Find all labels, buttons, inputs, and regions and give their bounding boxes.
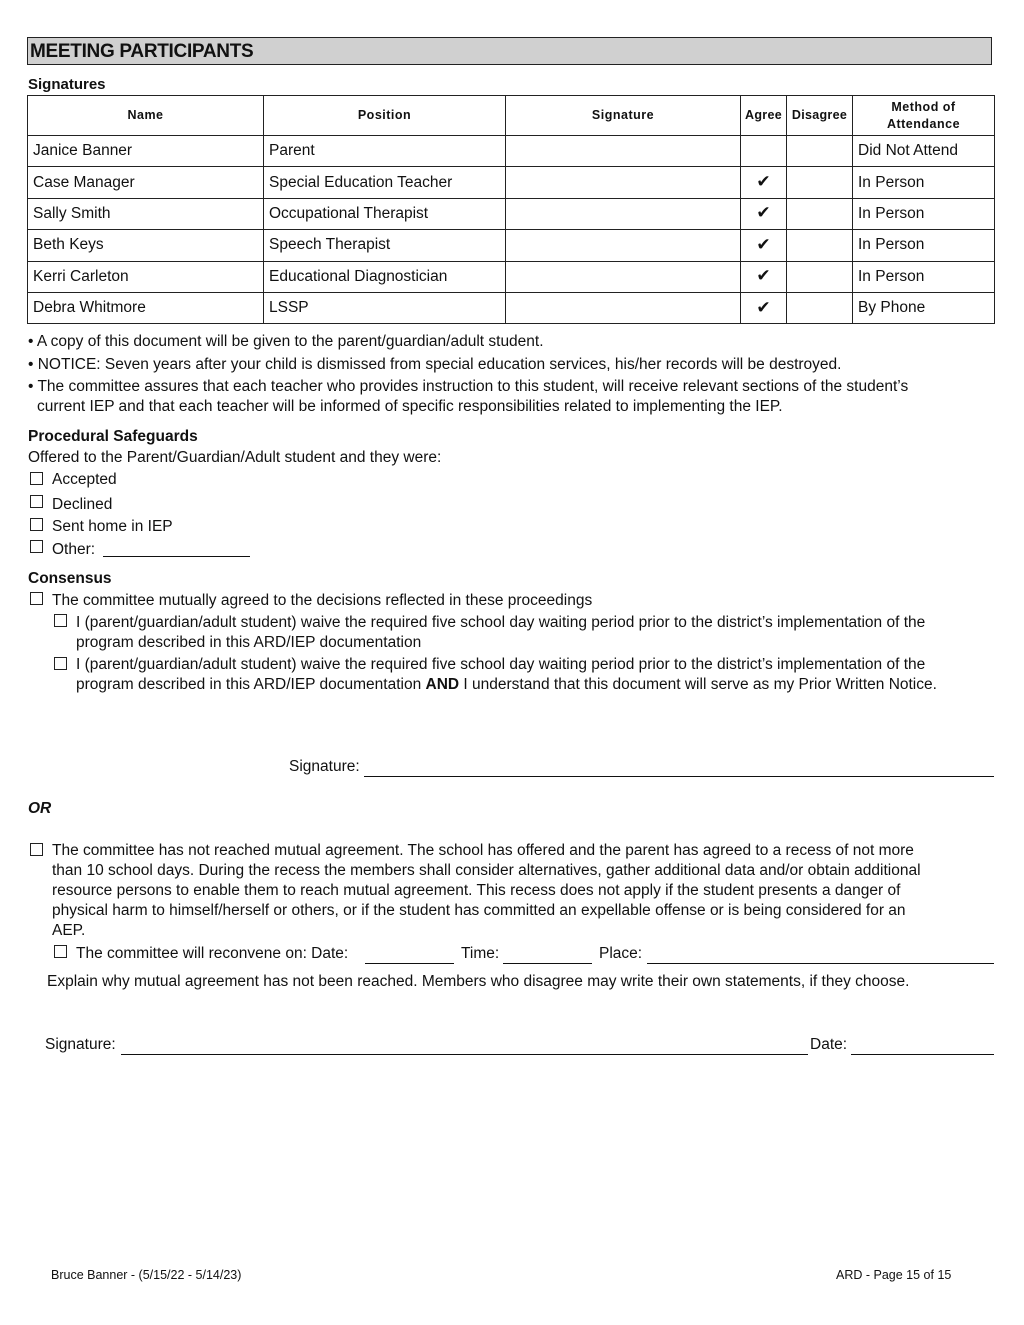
check-icon: ✔	[756, 266, 771, 286]
participant-agree[interactable]	[741, 198, 787, 229]
reconvene-date-line[interactable]	[365, 963, 454, 964]
table-row	[28, 136, 995, 167]
waive2-line2-pre: program described in this ARD/IEP documentation	[76, 676, 426, 693]
participant-name: Sally Smith	[28, 198, 264, 229]
participant-position: Occupational Therapist	[264, 198, 506, 229]
col-header-signature: Signature	[506, 96, 741, 136]
participant-signature[interactable]	[506, 167, 741, 198]
table-row	[28, 167, 995, 198]
participants-table	[27, 95, 995, 324]
consensus-signature-label: Signature:	[289, 758, 360, 775]
participant-position: Speech Therapist	[264, 230, 506, 261]
no-agreement-line2: than 10 school days. During the recess the members shall consider alternatives, gather additional data and/or obtain additional	[52, 862, 921, 879]
procedural-intro: Offered to the Parent/Guardian/Adult student and they were:	[28, 449, 442, 466]
no-agreement-signature-label: Signature:	[45, 1036, 116, 1053]
waive2-and: AND	[425, 676, 460, 693]
participant-disagree[interactable]	[787, 136, 853, 167]
participant-position: Educational Diagnostician	[264, 261, 506, 292]
note-committee-line1: • The committee assures that each teacher who provides instruction to this student, will receive relevant sections of the student’s	[28, 378, 909, 395]
col-header-method	[853, 96, 995, 136]
declined-checkbox[interactable]	[30, 495, 43, 508]
no-agreement-checkbox[interactable]	[30, 843, 43, 856]
participant-name: Janice Banner	[28, 136, 264, 167]
reconvene-time-line[interactable]	[503, 963, 592, 964]
no-agreement-line5: AEP.	[52, 922, 86, 939]
table-row	[28, 198, 995, 229]
table-row	[28, 230, 995, 261]
participant-position: Parent	[264, 136, 506, 167]
participant-disagree[interactable]	[787, 230, 853, 261]
no-agreement-date-label: Date:	[810, 1036, 848, 1053]
participant-position: LSSP	[264, 292, 506, 323]
participant-method: In Person	[853, 261, 995, 292]
participant-method: By Phone	[853, 292, 995, 323]
waive2-line2	[76, 675, 937, 695]
footer-student: Bruce Banner - (5/15/22 - 5/14/23)	[51, 1268, 242, 1282]
accepted-checkbox[interactable]	[30, 472, 43, 485]
agreed-label: The committee mutually agreed to the decisions reflected in these proceedings	[52, 592, 593, 609]
reconvene-checkbox[interactable]	[54, 945, 67, 958]
participant-disagree[interactable]	[787, 167, 853, 198]
sent-home-label: Sent home in IEP	[52, 518, 173, 535]
participant-signature[interactable]	[506, 230, 741, 261]
waive1-checkbox[interactable]	[54, 614, 67, 627]
participant-disagree[interactable]	[787, 261, 853, 292]
no-agreement-line4: physical harm to himself/herself or others, or if the student has committed an expellable offense or is being considered for an	[52, 902, 906, 919]
participant-method: In Person	[853, 198, 995, 229]
participant-signature[interactable]	[506, 136, 741, 167]
signatures-heading: Signatures	[28, 76, 106, 93]
check-icon: ✔	[756, 203, 771, 223]
consensus-signature-line[interactable]	[364, 776, 994, 777]
table-row	[28, 261, 995, 292]
participant-agree[interactable]	[741, 292, 787, 323]
waive2-checkbox[interactable]	[54, 657, 67, 670]
check-icon: ✔	[756, 172, 771, 192]
waive2-line1: I (parent/guardian/adult student) waive the required five school day waiting period prior to the district’s implementation of the	[76, 656, 926, 673]
col-header-position: Position	[264, 96, 506, 136]
col-header-disagree: Disagree	[787, 96, 853, 136]
footer-page: ARD - Page 15 of 15	[836, 1268, 952, 1282]
participant-name: Case Manager	[28, 167, 264, 198]
participant-method: Did Not Attend	[853, 136, 995, 167]
no-agreement-signature-line[interactable]	[121, 1054, 808, 1055]
waive1-line2: program described in this ARD/IEP documentation	[76, 634, 422, 651]
other-checkbox[interactable]	[30, 540, 43, 553]
no-agreement-line3: resource persons to enable them to reach mutual agreement. This recess does not apply if the student presents a danger of	[52, 882, 901, 899]
section-title: MEETING PARTICIPANTS	[27, 37, 992, 65]
participant-signature[interactable]	[506, 198, 741, 229]
participant-method: In Person	[853, 230, 995, 261]
col-header-method-line1: Method of	[891, 99, 956, 114]
participant-signature[interactable]	[506, 261, 741, 292]
table-header-row	[28, 96, 995, 136]
declined-label: Declined	[52, 496, 113, 513]
note-copy: • A copy of this document will be given to the parent/guardian/adult student.	[28, 333, 544, 350]
accepted-label: Accepted	[52, 471, 117, 488]
participant-position: Special Education Teacher	[264, 167, 506, 198]
consensus-heading: Consensus	[28, 570, 112, 587]
procedural-heading: Procedural Safeguards	[28, 428, 198, 445]
col-header-agree: Agree	[741, 96, 787, 136]
participant-agree[interactable]	[741, 230, 787, 261]
reconvene-label: The committee will reconvene on: Date:	[76, 945, 349, 962]
table-row	[28, 292, 995, 323]
waive2-line2-post: I understand that this document will serve as my Prior Written Notice.	[459, 676, 937, 693]
reconvene-place-label: Place:	[599, 945, 643, 962]
participant-method: In Person	[853, 167, 995, 198]
participant-disagree[interactable]	[787, 198, 853, 229]
reconvene-place-line[interactable]	[647, 963, 994, 964]
explain-text: Explain why mutual agreement has not been reached. Members who disagree may write their own statements, if they choose.	[47, 973, 910, 990]
waive1-line1: I (parent/guardian/adult student) waive the required five school day waiting period prior to the district’s implementation of the	[76, 614, 926, 631]
reconvene-time-label: Time:	[461, 945, 500, 962]
other-label: Other:	[52, 541, 96, 558]
note-notice: • NOTICE: Seven years after your child is dismissed from special education services, his/her records will be destroyed.	[28, 356, 842, 373]
participant-agree[interactable]	[741, 136, 787, 167]
participant-name: Debra Whitmore	[28, 292, 264, 323]
or-label: OR	[28, 800, 52, 817]
col-header-name: Name	[28, 96, 264, 136]
participant-name: Beth Keys	[28, 230, 264, 261]
sent-home-checkbox[interactable]	[30, 518, 43, 531]
note-committee-line2: current IEP and that each teacher will be informed of specific responsibilities related to implementing the IEP.	[37, 398, 783, 415]
col-header-method-line2: Attendance	[886, 116, 961, 131]
participant-agree[interactable]	[741, 167, 787, 198]
agreed-checkbox[interactable]	[30, 592, 43, 605]
participant-signature[interactable]	[506, 292, 741, 323]
no-agreement-date-line[interactable]	[851, 1054, 994, 1055]
check-icon: ✔	[756, 297, 771, 317]
check-icon: ✔	[756, 234, 771, 254]
no-agreement-line1: The committee has not reached mutual agreement. The school has offered and the parent has agreed to a recess of not more	[52, 842, 914, 859]
participant-name: Kerri Carleton	[28, 261, 264, 292]
other-input-line[interactable]	[103, 556, 250, 557]
participant-disagree[interactable]	[787, 292, 853, 323]
participant-agree[interactable]	[741, 261, 787, 292]
